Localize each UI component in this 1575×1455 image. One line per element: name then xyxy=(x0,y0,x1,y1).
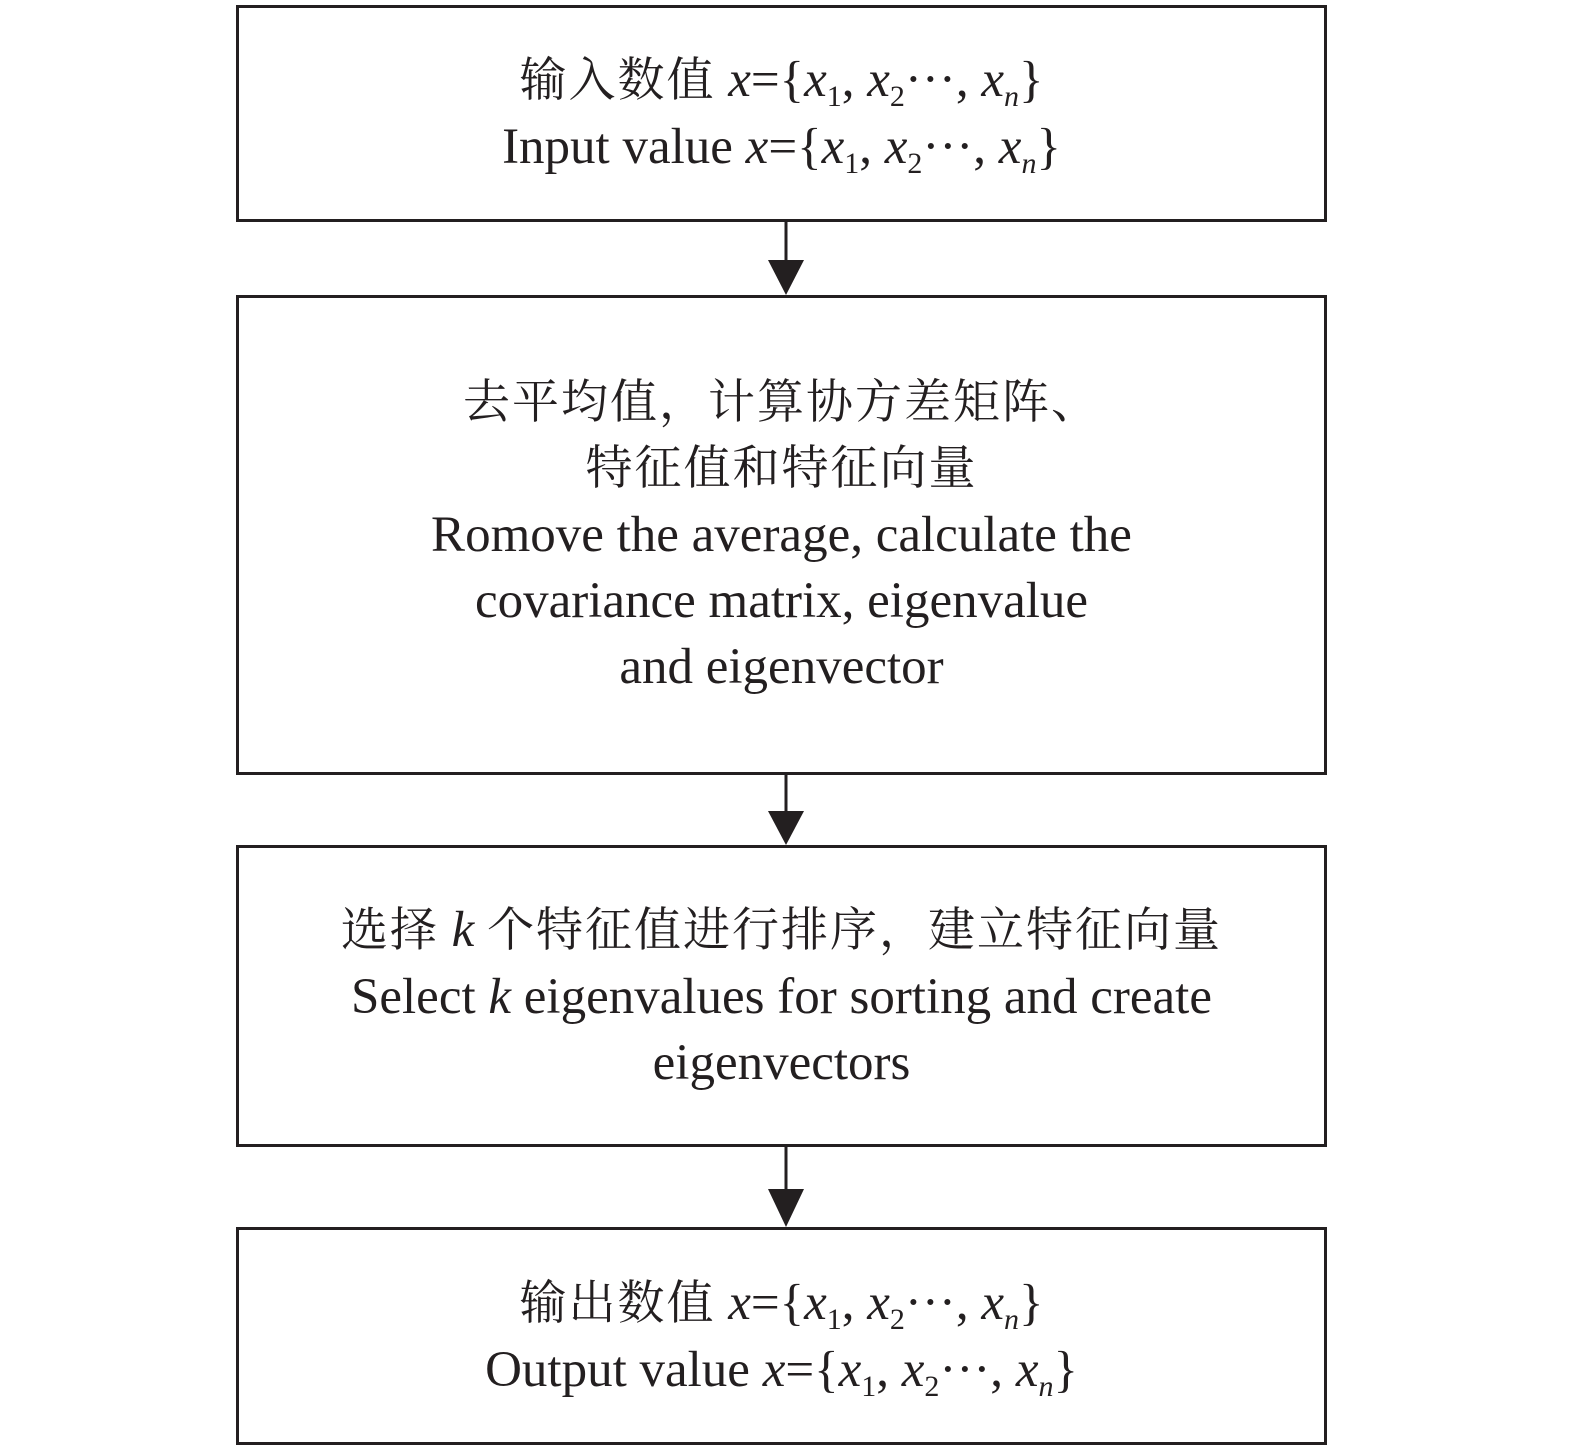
input-en-prefix: Input value xyxy=(502,119,733,175)
eq-sign: = xyxy=(785,1341,815,1398)
elem-x: x xyxy=(998,119,1022,175)
elem-x: x xyxy=(821,119,845,175)
dots: ···, xyxy=(939,1341,1016,1398)
output-node xyxy=(236,1227,1327,1445)
elem-x: x xyxy=(804,1274,827,1331)
select-en-pre: Select xyxy=(351,968,476,1025)
sub-2: 2 xyxy=(889,80,905,113)
elem-x: x xyxy=(1015,1341,1039,1398)
dots: ···, xyxy=(922,119,999,175)
compute-en-line-3: and eigenvector xyxy=(619,639,944,695)
k-var: k xyxy=(451,901,475,958)
sub-n: n xyxy=(1038,1369,1054,1403)
eq-var: x xyxy=(762,1341,786,1398)
close-brace: } xyxy=(1053,1341,1078,1398)
dots: ···, xyxy=(904,1274,982,1331)
close-brace: } xyxy=(1019,52,1044,108)
input-node xyxy=(236,5,1327,222)
elem-x: x xyxy=(981,1274,1005,1331)
sub-2: 2 xyxy=(907,147,923,180)
sub-1: 1 xyxy=(861,1369,877,1403)
sep: , xyxy=(841,52,868,108)
elem-x: x xyxy=(867,1274,890,1331)
input-zh-prefix: 输入数值 xyxy=(519,53,716,108)
elem-x: x xyxy=(838,1341,862,1398)
k-var: k xyxy=(488,968,512,1025)
sub-1: 1 xyxy=(844,147,860,180)
input-zh-label xyxy=(520,47,1044,114)
open-brace: { xyxy=(797,119,822,175)
eq-var: x xyxy=(728,1274,751,1331)
elem-x: x xyxy=(901,1341,925,1398)
flow-arrow-2 xyxy=(768,775,804,845)
sub-n: n xyxy=(1021,147,1037,180)
compute-zh-line-1: 去平均值，计算协方差矩阵、 xyxy=(463,375,1100,430)
input-en-label xyxy=(502,114,1061,180)
select-en-post: eigenvalues for sorting and create xyxy=(523,968,1212,1025)
sub-2: 2 xyxy=(889,1302,905,1336)
close-brace: } xyxy=(1019,1274,1044,1331)
compute-zh-line-2: 特征值和特征向量 xyxy=(585,441,978,496)
open-brace: { xyxy=(779,1274,805,1331)
open-brace: { xyxy=(814,1341,839,1398)
select-en-line-1 xyxy=(351,964,1212,1030)
close-brace: } xyxy=(1036,119,1061,175)
select-zh-post: 个特征值进行排序，建立特征向量 xyxy=(487,902,1223,958)
sep: , xyxy=(841,1274,868,1331)
compute-node xyxy=(236,295,1327,775)
output-en-label xyxy=(485,1337,1078,1403)
arrow-down-icon xyxy=(768,775,804,845)
output-en-prefix: Output value xyxy=(485,1341,750,1398)
eq-sign: = xyxy=(750,52,780,108)
elem-x: x xyxy=(884,119,908,175)
sub-1: 1 xyxy=(826,80,842,113)
elem-x: x xyxy=(804,52,827,108)
eq-var: x xyxy=(728,52,751,108)
sep: , xyxy=(876,1341,902,1398)
select-zh-line xyxy=(341,897,1222,964)
sub-n: n xyxy=(1004,80,1020,113)
dots: ···, xyxy=(904,52,982,108)
output-zh-prefix: 输出数值 xyxy=(519,1275,716,1331)
eq-var: x xyxy=(745,119,769,175)
sub-n: n xyxy=(1004,1302,1020,1336)
compute-en-line-1: Romove the average, calculate the xyxy=(431,507,1132,563)
compute-en-line-2: covariance matrix, eigenvalue xyxy=(474,573,1089,629)
select-en-line-2: eigenvectors xyxy=(652,1034,911,1091)
output-zh-label xyxy=(520,1270,1044,1337)
eq-sign: = xyxy=(750,1274,780,1331)
select-zh-pre: 选择 xyxy=(340,902,439,958)
arrow-down-icon xyxy=(768,1147,804,1227)
sub-2: 2 xyxy=(924,1369,940,1403)
flow-arrow-1 xyxy=(768,222,804,295)
flow-arrow-3 xyxy=(768,1147,804,1227)
elem-x: x xyxy=(981,52,1005,108)
select-node xyxy=(236,845,1327,1147)
elem-x: x xyxy=(867,52,890,108)
arrow-down-icon xyxy=(768,222,804,295)
sep: , xyxy=(859,119,885,175)
open-brace: { xyxy=(779,52,805,108)
sub-1: 1 xyxy=(826,1302,842,1336)
eq-sign: = xyxy=(768,119,798,175)
